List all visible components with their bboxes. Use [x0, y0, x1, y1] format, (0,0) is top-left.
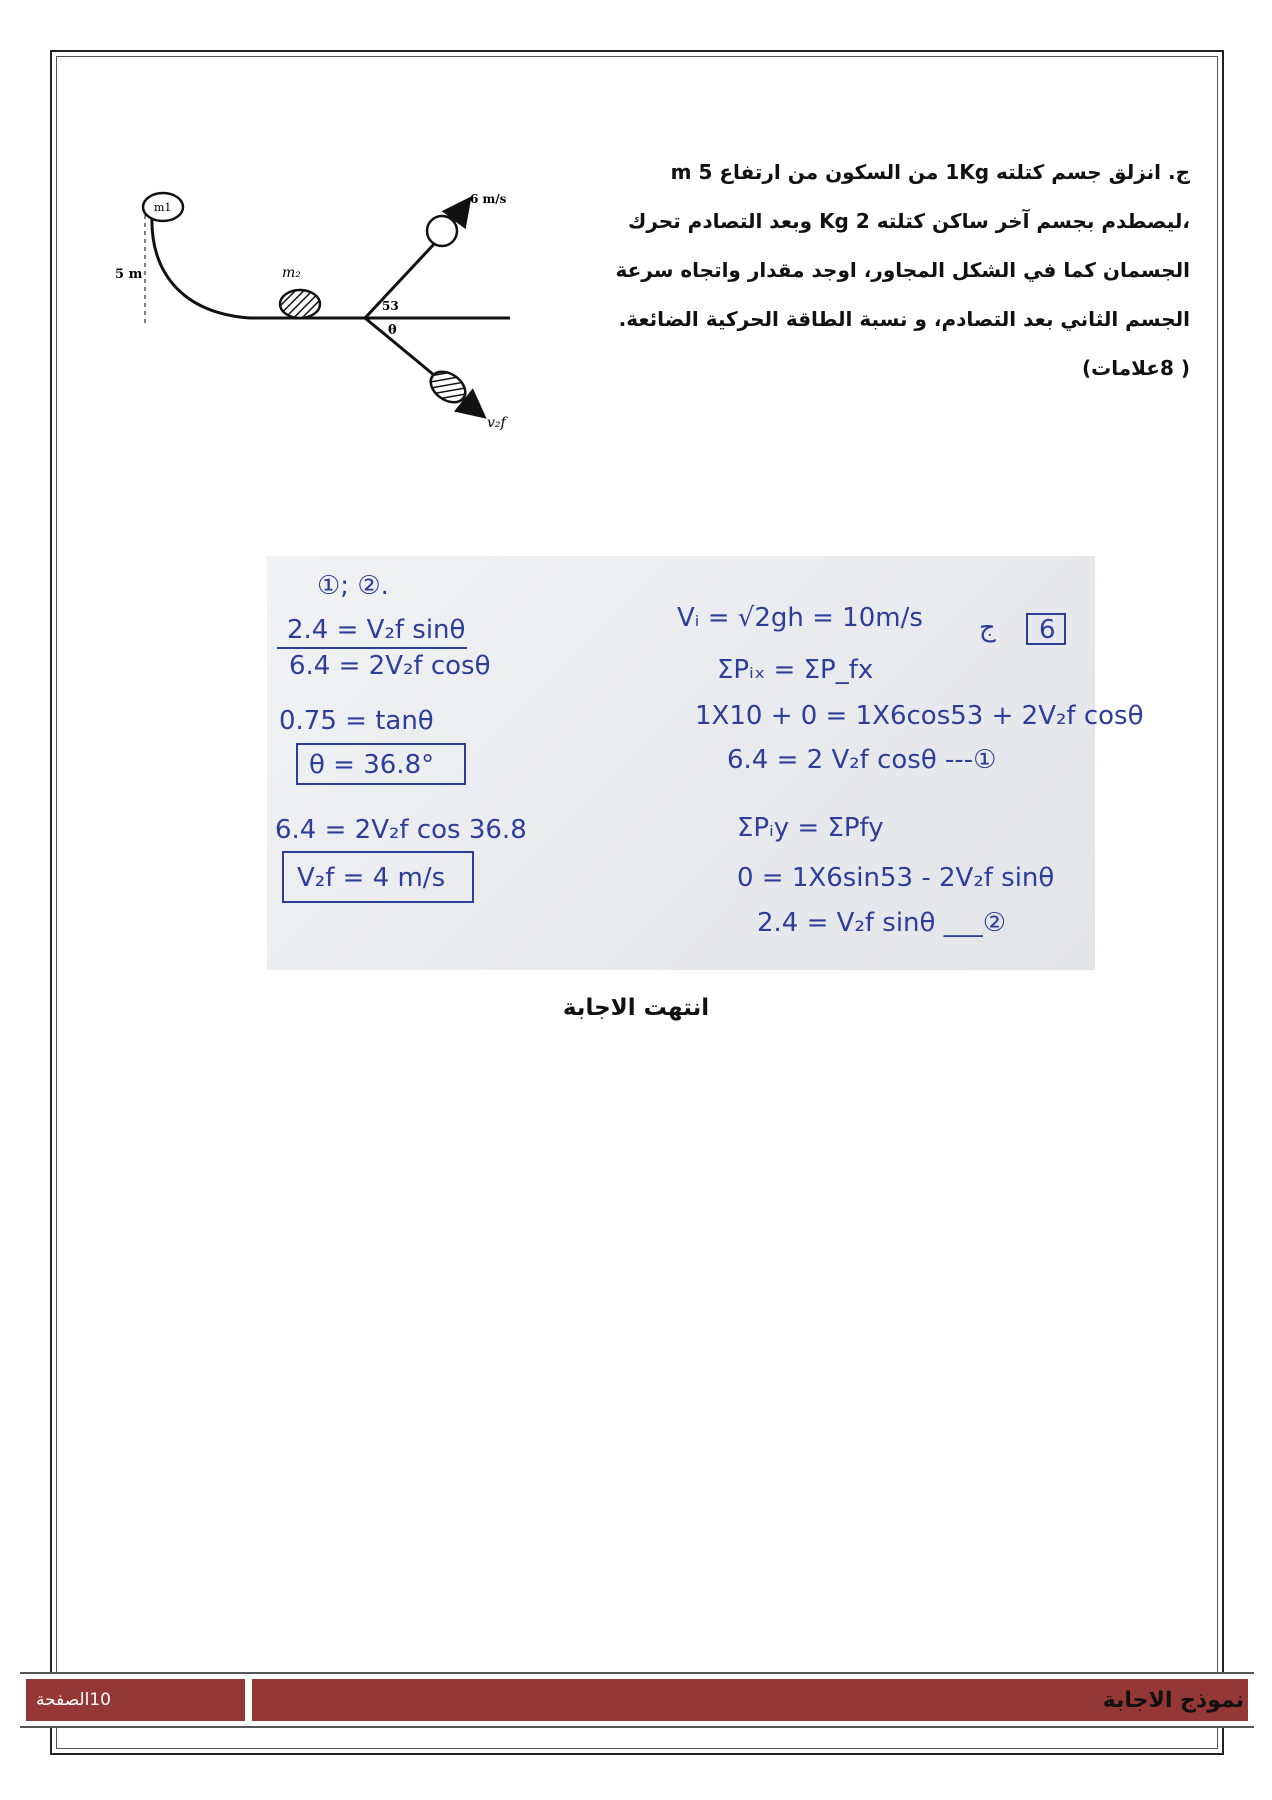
question-line-4: الجسم الثاني بعد التصادم، و نسبة الطاقة الحركية الضائعة.	[618, 307, 1190, 331]
footer-bar	[20, 1672, 1254, 1728]
solution-left-line-1: 2.4 = V₂f sinθ	[287, 615, 466, 645]
collision-diagram-svg	[110, 192, 530, 431]
question-block	[600, 148, 1190, 393]
solution-left-line-2: 6.4 = 2V₂f cosθ	[289, 651, 491, 681]
solution-right-line-7: 2.4 = V₂f sinθ ___②	[757, 908, 1007, 938]
v1-label: 6 m/s	[470, 192, 507, 206]
footer-title: نموذج الاجابة	[1102, 1688, 1244, 1713]
footer-page-cell	[26, 1679, 248, 1721]
score-value: 6	[1039, 615, 1056, 645]
solution-right-line-1: Vᵢ = √2gh = 10m/s	[677, 603, 923, 633]
solution-left-line-4: θ = 36.8°	[309, 750, 435, 780]
solution-svg	[267, 556, 1144, 970]
m2-label: m₂	[282, 265, 301, 281]
solution-left-line-6: V₂f = 4 m/s	[297, 863, 446, 893]
footer-title-cell	[252, 1679, 1248, 1721]
angle2-label: θ	[388, 323, 397, 338]
m1-label: m1	[154, 201, 172, 214]
ball-m1-after	[427, 216, 457, 246]
end-note: انتهت الاجابة	[562, 995, 710, 1021]
solution-header-marks: ①; ②.	[317, 571, 389, 601]
solution-right-line-5: ΣPᵢy = ΣPfy	[737, 813, 884, 843]
solution-right-line-2: ΣPᵢₓ = ΣP_fx	[717, 655, 874, 685]
solution-right-line-6: 0 = 1X6sin53 - 2V₂f sinθ	[737, 863, 1055, 893]
question-line-2: ،ليصطدم بجسم آخر ساكن كتلته 2 Kg وبعد التصادم تحرك	[628, 209, 1190, 233]
angle1-label: 53	[382, 299, 399, 313]
m2-outgoing-path	[365, 318, 440, 380]
m1-outgoing-path	[365, 243, 435, 318]
ball-m2	[280, 290, 320, 318]
collision-diagram	[110, 192, 530, 431]
handwritten-solution-photo	[267, 556, 1144, 970]
page-number-label: 10الصفحة	[36, 1690, 111, 1710]
question-line-5: ( 8علامات)	[1081, 356, 1190, 380]
height-label: 5 m	[115, 267, 143, 282]
solution-left-line-5: 6.4 = 2V₂f cos 36.8	[275, 815, 527, 845]
question-line-3: الجسمان كما في الشكل المجاور، اوجد مقدار واتجاه سرعة	[615, 258, 1190, 282]
solution-right-line-4: 6.4 = 2 V₂f cosθ ---①	[727, 745, 997, 775]
solution-right-line-3: 1X10 + 0 = 1X6cos53 + 2V₂f cosθ	[695, 701, 1144, 731]
part-marker: ج	[979, 613, 996, 643]
question-line-1: ج. انزلق جسم كتلته 1Kg من السكون من ارتفاع 5 m	[670, 160, 1190, 184]
v2-label: v₂f	[487, 415, 506, 431]
solution-left-line-3: 0.75 = tanθ	[279, 706, 434, 736]
